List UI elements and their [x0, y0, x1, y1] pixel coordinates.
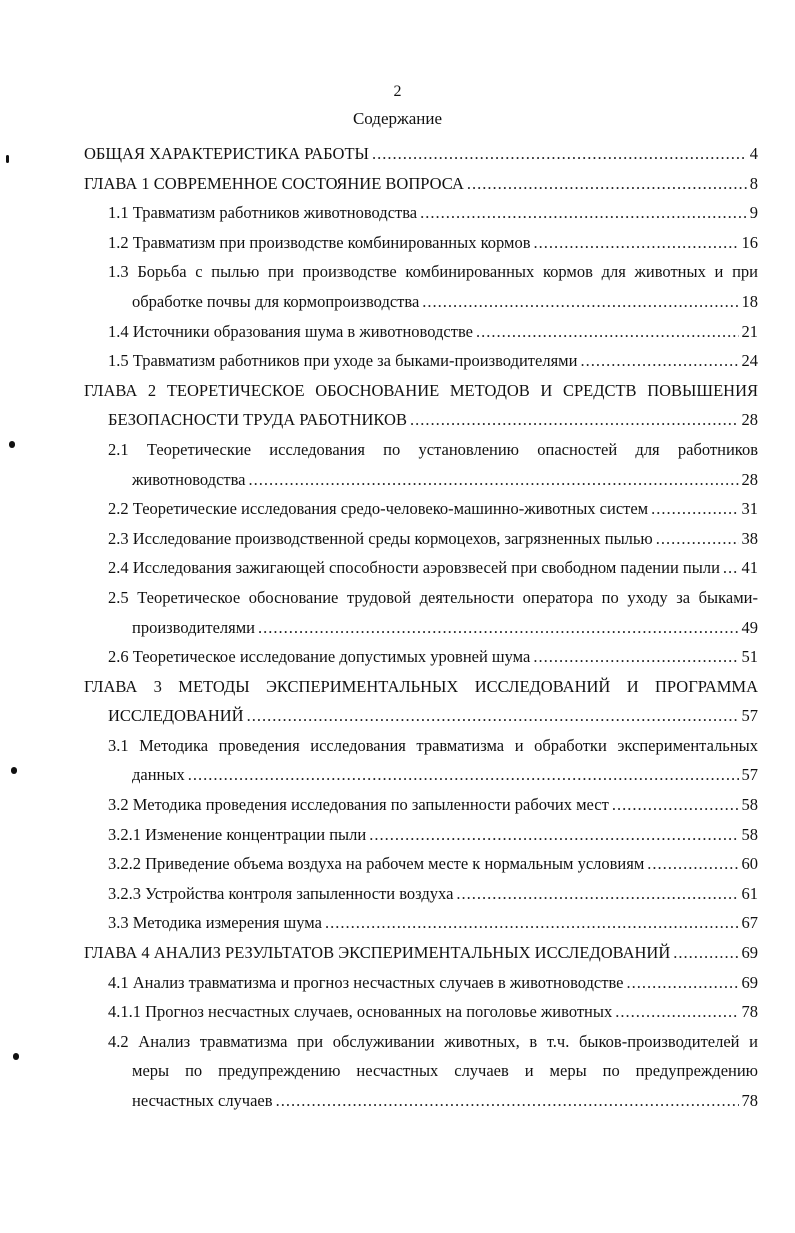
dot-leader: [422, 287, 738, 317]
dot-leader: [420, 198, 747, 228]
dot-leader: [247, 701, 739, 731]
toc-entry-text: 3.2.3 Устройства контроля запыленности воздуха: [108, 883, 454, 903]
dot-leader: [325, 908, 739, 938]
toc-page-number: 57: [741, 765, 758, 785]
toc-page-number: 38: [741, 528, 758, 548]
toc-page-number: 24: [741, 351, 758, 371]
scan-speck: [13, 1053, 19, 1060]
toc-section[interactable]: [108, 849, 758, 879]
toc-entry-text: ГЛАВА 3 МЕТОДЫ ЭКСПЕРИМЕНТАЛЬНЫХ ИССЛЕДОВАНИЙ И ПРОГРАММА: [84, 676, 758, 696]
dot-leader: [456, 879, 738, 909]
toc-entry-text: ГЛАВА 1 СОВРЕМЕННОЕ СОСТОЯНИЕ ВОПРОСА: [84, 173, 464, 193]
toc-entry-text: 2.6 Теоретическое исследование допустимых уровней шума: [108, 647, 531, 667]
toc-section[interactable]: [108, 642, 758, 672]
toc-entry-text: БЕЗОПАСНОСТИ ТРУДА РАБОТНИКОВ: [108, 410, 407, 430]
toc-section[interactable]: [108, 790, 758, 820]
toc-entry-text: 2.1 Теоретические исследования по установлению опасностей для работников: [108, 439, 758, 459]
toc-section[interactable]: [108, 228, 758, 258]
toc-page-number: 16: [741, 232, 758, 252]
toc-page-number: 49: [741, 617, 758, 637]
toc-section[interactable]: [108, 731, 758, 790]
toc-entry-text: 3.2.2 Приведение объема воздуха на рабочем месте к нормальным условиям: [108, 854, 645, 874]
toc-entry-text: 1.4 Источники образования шума в животноводстве: [108, 321, 473, 341]
dot-leader: [188, 760, 739, 790]
toc-entry-text: ГЛАВА 4 АНАЛИЗ РЕЗУЛЬТАТОВ ЭКСПЕРИМЕНТАЛЬНЫХ ИССЛЕДОВАНИЙ: [84, 943, 671, 963]
toc-page-number: 8: [749, 173, 758, 193]
dot-leader: [723, 553, 739, 583]
toc-title: Содержание: [352, 109, 443, 128]
toc-entry-text: 3.3 Методика измерения шума: [108, 913, 322, 933]
toc-page-number: 57: [741, 706, 758, 726]
toc-entry-text: обработке почвы для кормопроизводства: [132, 291, 420, 311]
dot-leader: [651, 494, 738, 524]
toc-section[interactable]: [108, 997, 758, 1027]
dot-leader: [580, 346, 738, 376]
table-of-contents: [84, 139, 758, 1116]
toc-page-number: 51: [741, 647, 758, 667]
toc-section[interactable]: [108, 494, 758, 524]
toc-entry-text: ОБЩАЯ ХАРАКТЕРИСТИКА РАБОТЫ: [84, 144, 369, 163]
dot-leader: [249, 465, 739, 495]
toc-entry-text: ГЛАВА 2 ТЕОРЕТИЧЕСКОЕ ОБОСНОВАНИЕ МЕТОДОВ И СРЕДСТВ ПОВЫШЕНИЯ: [84, 380, 758, 400]
dot-leader: [369, 820, 738, 850]
toc-page-number: 58: [741, 824, 758, 844]
toc-section[interactable]: [108, 1027, 758, 1116]
toc-section[interactable]: [108, 553, 758, 583]
toc-entry-text: 4.1.1 Прогноз несчастных случаев, основанных на поголовье животных: [108, 1002, 613, 1022]
dot-leader: [615, 997, 738, 1027]
dot-leader: [276, 1086, 739, 1116]
toc-page-number: 41: [741, 558, 758, 578]
toc-section[interactable]: [108, 257, 758, 316]
toc-page-number: 78: [741, 1002, 758, 1022]
toc-entry-text: 2.2 Теоретические исследования средо-человеко-машинно-животных систем: [108, 499, 649, 519]
toc-section[interactable]: [108, 346, 758, 376]
toc-entry-text: меры по предупреждению несчастных случаев и меры по предупреждению: [132, 1061, 758, 1081]
toc-entry-text: 2.3 Исследование производственной среды кормоцехов, загрязненных пылью: [108, 528, 653, 548]
toc-page-number: 21: [741, 321, 758, 341]
dot-leader: [533, 642, 738, 672]
toc-section[interactable]: [108, 908, 758, 938]
toc-page-number: 61: [741, 883, 758, 903]
toc-page-number: 58: [741, 795, 758, 815]
toc-entry-text: 1.1 Травматизм работников животноводства: [108, 203, 418, 223]
toc-page-number: 31: [741, 499, 758, 519]
dot-leader: [647, 849, 738, 879]
toc-page-number: 9: [749, 203, 758, 223]
dot-leader: [410, 405, 739, 435]
toc-page-number: 69: [741, 972, 758, 992]
dot-leader: [258, 613, 739, 643]
dot-leader: [656, 524, 739, 554]
toc-entry-text: 2.5 Теоретическое обоснование трудовой деятельности оператора по уходу за быками-: [108, 587, 758, 607]
dot-leader: [612, 790, 739, 820]
scan-speck: [6, 155, 9, 163]
toc-page-number: 69: [741, 943, 758, 963]
toc-section[interactable]: [108, 583, 758, 642]
toc-entry-text: 3.1 Методика проведения исследования травматизма и обработки экспериментальных: [108, 735, 758, 755]
toc-entry-text: ИССЛЕДОВАНИЙ: [108, 706, 244, 726]
toc-entry-text: 3.2 Методика проведения исследования по запыленности рабочих мест: [108, 795, 609, 815]
toc-section[interactable]: [108, 968, 758, 998]
toc-entry-text: 1.2 Травматизм при производстве комбинированных кормов: [108, 232, 531, 252]
dot-leader: [372, 139, 747, 169]
toc-page-number: 78: [741, 1091, 758, 1110]
toc-section[interactable]: [108, 198, 758, 228]
page-number: 2: [393, 83, 402, 100]
toc-entry-text: несчастных случаев: [132, 1091, 273, 1110]
toc-page-number: 60: [741, 854, 758, 874]
toc-page-number: 18: [741, 291, 758, 311]
scan-speck: [9, 441, 15, 448]
toc-entry-text: 4.1 Анализ травматизма и прогноз несчастных случаев в животноводстве: [108, 972, 624, 992]
toc-entry-text: производителями: [132, 617, 255, 637]
dot-leader: [534, 228, 739, 258]
toc-entry-text: животноводства: [132, 469, 246, 489]
scan-speck: [11, 767, 17, 774]
toc-page-number: 67: [741, 913, 758, 933]
toc-section[interactable]: [108, 317, 758, 347]
toc-entry-text: 4.2 Анализ травматизма при обслуживании животных, в т.ч. быков-производителей и: [108, 1031, 758, 1051]
toc-chapter[interactable]: [84, 139, 758, 169]
toc-chapter[interactable]: [84, 169, 758, 199]
toc-chapter[interactable]: [84, 938, 758, 968]
dot-leader: [627, 968, 739, 998]
dot-leader: [673, 938, 738, 968]
toc-chapter[interactable]: [84, 376, 758, 435]
toc-entry-text: 3.2.1 Изменение концентрации пыли: [108, 824, 367, 844]
toc-entry-text: 2.4 Исследования зажигающей способности аэровзвесей при свободном падении пыли: [108, 558, 720, 578]
toc-chapter[interactable]: [84, 672, 758, 731]
toc-section[interactable]: [108, 435, 758, 494]
toc-section[interactable]: [108, 820, 758, 850]
toc-section[interactable]: [108, 524, 758, 554]
toc-section[interactable]: [108, 879, 758, 909]
toc-page-number: 28: [741, 469, 758, 489]
toc-page-number: 4: [749, 144, 758, 163]
toc-entry-text: 1.3 Борьба с пылью при производстве комбинированных кормов для животных и при: [108, 262, 758, 282]
dot-leader: [476, 317, 739, 347]
toc-page-number: 28: [741, 410, 758, 430]
dot-leader: [467, 169, 747, 199]
toc-entry-text: данных: [132, 765, 185, 785]
toc-entry-text: 1.5 Травматизм работников при уходе за быками-производителями: [108, 351, 578, 371]
